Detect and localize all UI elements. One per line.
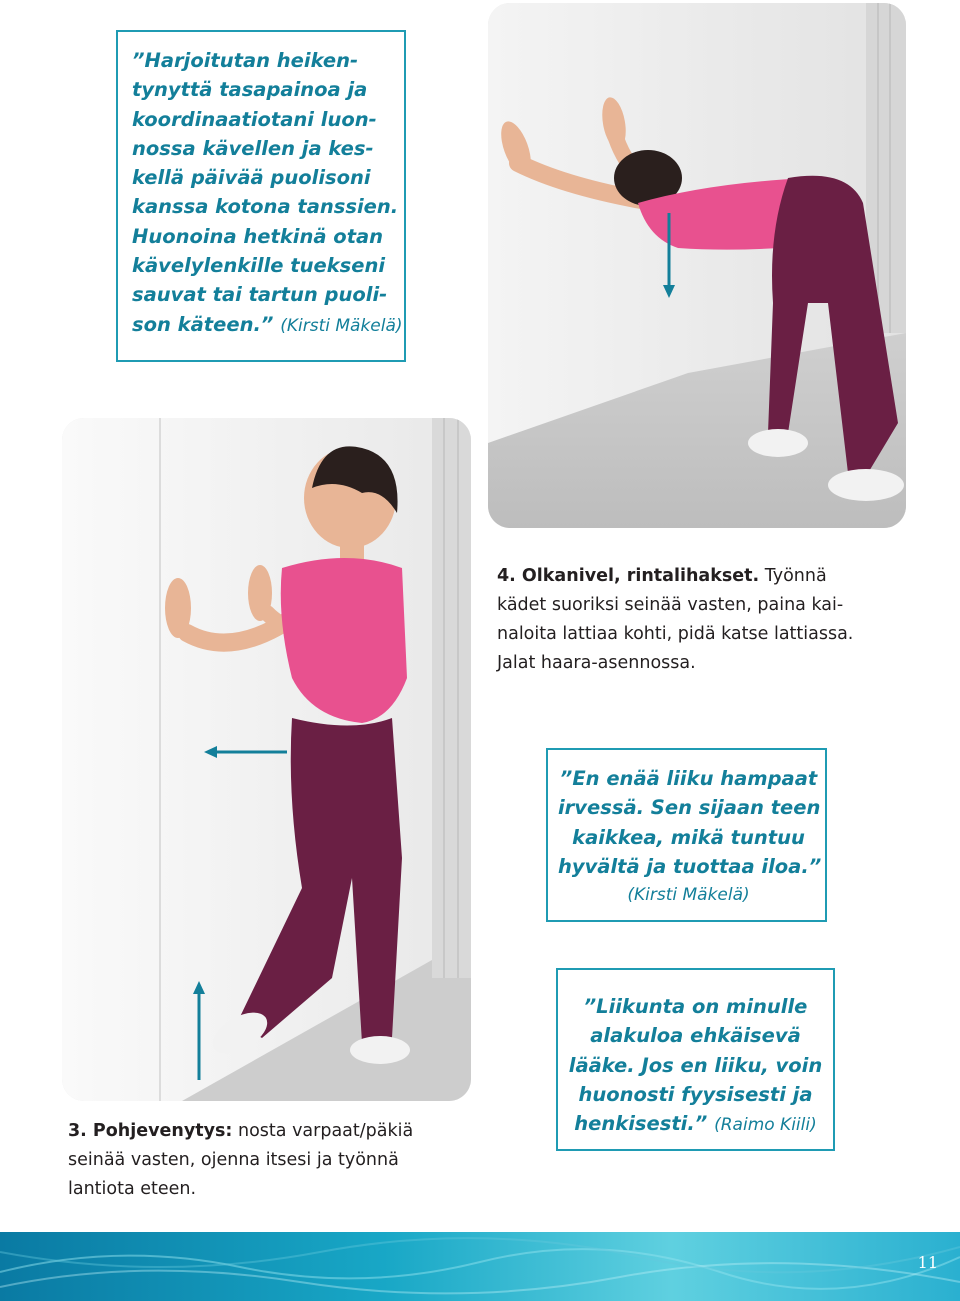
quote-box-kirsti-2 bbox=[546, 748, 827, 922]
footer-bar bbox=[0, 1232, 960, 1301]
caption-text: nosta varpaat/päkiä bbox=[238, 1121, 414, 1141]
quote-line: irvessä. Sen sijaan teen bbox=[558, 796, 821, 820]
caption-text: Jalat haara-asennossa. bbox=[497, 653, 696, 673]
quote-line: kaikkea, mikä tuntuu bbox=[572, 825, 805, 849]
quote-line: ”En enää liiku hampaat bbox=[559, 767, 818, 790]
quote-author: (Kirsti Mäkelä) bbox=[280, 315, 403, 336]
caption-text: lantiota eteen. bbox=[68, 1179, 197, 1199]
quote-line: koordinaatiotani luon- bbox=[132, 107, 377, 131]
quote-author: (Raimo Kiili) bbox=[714, 1115, 817, 1136]
quote-line: hyvältä ja tuottaa iloa.” bbox=[558, 854, 822, 878]
quote-line-last bbox=[132, 310, 403, 341]
quote-line: lääke. Jos en liiku, voin bbox=[568, 1053, 823, 1077]
footer-wave-pattern bbox=[0, 1232, 960, 1301]
quote-line: ”Harjoitutan heiken- bbox=[132, 49, 359, 72]
shoulder-stretch-photo bbox=[488, 3, 906, 528]
exercise-4-caption bbox=[497, 562, 907, 678]
exercise-4-title: 4. Olkanivel, rintalihakset. bbox=[497, 566, 760, 586]
quote-line: Huonoina hetkinä otan bbox=[132, 224, 384, 248]
quote-end-text: henkisesti.” bbox=[574, 1112, 708, 1136]
quote-line: nossa kävellen ja kes- bbox=[132, 136, 374, 160]
quote-line: kävelylenkille tuekseni bbox=[132, 254, 386, 278]
quote-line: sauvat tai tartun puoli- bbox=[132, 283, 388, 307]
exercise-3-caption bbox=[68, 1117, 478, 1204]
quote-end-text: son käteen.” bbox=[132, 312, 274, 336]
quote-line-last bbox=[564, 1109, 827, 1140]
caption-first-line bbox=[68, 1117, 478, 1146]
page-number: 11 bbox=[917, 1253, 938, 1272]
caption-first-line bbox=[497, 562, 907, 591]
caption-text: seinää vasten, ojenna itsesi ja työnnä bbox=[68, 1150, 399, 1170]
quote-box-raimo bbox=[556, 968, 835, 1151]
quote-line: kellä päivää puolisoni bbox=[132, 166, 371, 190]
exercise-3-title: 3. Pohjevenytys: bbox=[68, 1121, 233, 1141]
caption-text: naloita lattiaa kohti, pidä katse lattiassa. bbox=[497, 624, 854, 644]
quote-line: kanssa kotona tanssien. bbox=[132, 195, 399, 219]
quote-line: tynyttä tasapainoa ja bbox=[132, 78, 368, 102]
quote-box-kirsti-1 bbox=[116, 30, 406, 362]
caption-text: kädet suoriksi seinää vasten, paina kai- bbox=[497, 595, 844, 615]
calf-stretch-photo bbox=[62, 418, 471, 1101]
quote-line: alakuloa ehkäisevä bbox=[590, 1024, 801, 1048]
quote-line: ”Liikunta on minulle bbox=[583, 995, 808, 1018]
quote-line: huonosti fyysisesti ja bbox=[578, 1082, 813, 1106]
quote-author: (Kirsti Mäkelä) bbox=[627, 885, 750, 906]
caption-text: Työnnä bbox=[764, 566, 827, 586]
calf-stretch-illustration bbox=[62, 418, 471, 1101]
shoulder-stretch-illustration bbox=[488, 3, 906, 528]
